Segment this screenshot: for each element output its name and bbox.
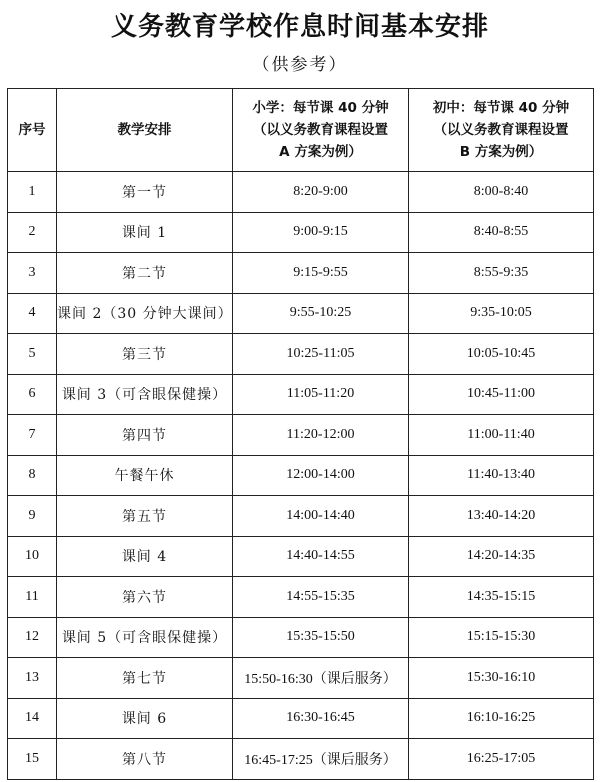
cell-seq: 11: [8, 577, 57, 618]
cell-junior-time: 16:10-16:25: [409, 698, 594, 739]
cell-primary-time: 9:55-10:25: [233, 293, 409, 334]
cell-junior-time: 14:20-14:35: [409, 536, 594, 577]
cell-primary-time: 10:25-11:05: [233, 334, 409, 375]
page-subtitle: （供参考）: [252, 55, 348, 75]
cell-seq: 7: [8, 415, 57, 456]
cell-primary-time: 9:00-9:15: [233, 212, 409, 253]
cell-primary-time: 11:20-12:00: [233, 415, 409, 456]
cell-seq: 12: [8, 617, 57, 658]
cell-primary-time: 15:50-16:30（课后服务）: [233, 658, 409, 699]
table-row: [8, 172, 594, 213]
cell-junior-time: 10:05-10:45: [409, 334, 594, 375]
cell-primary-time: 15:35-15:50: [233, 617, 409, 658]
header-seq: 序号: [8, 89, 57, 172]
header-primary-line: （以义务教育课程设置: [253, 122, 388, 138]
table-header-row: [8, 89, 594, 172]
cell-junior-time: 8:55-9:35: [409, 253, 594, 294]
cell-seq: 9: [8, 496, 57, 537]
cell-seq: 5: [8, 334, 57, 375]
header-primary-line: A 方案为例）: [279, 144, 362, 160]
cell-primary-time: 8:20-9:00: [233, 172, 409, 213]
header-primary: [233, 89, 409, 172]
cell-primary-time: 14:40-14:55: [233, 536, 409, 577]
header-arrangement: 教学安排: [57, 89, 233, 172]
table-row: [8, 577, 594, 618]
schedule-table: [7, 88, 594, 780]
cell-junior-time: 11:00-11:40: [409, 415, 594, 456]
table-row: [8, 253, 594, 294]
table-body: [8, 172, 594, 780]
cell-arrangement: 第七节: [57, 658, 233, 699]
table-row: [8, 293, 594, 334]
cell-primary-time: 12:00-14:00: [233, 455, 409, 496]
cell-junior-time: 11:40-13:40: [409, 455, 594, 496]
cell-arrangement: 第三节: [57, 334, 233, 375]
cell-seq: 8: [8, 455, 57, 496]
table-row: [8, 212, 594, 253]
table-row: [8, 739, 594, 780]
table-row: [8, 415, 594, 456]
table-row: [8, 536, 594, 577]
cell-junior-time: 8:00-8:40: [409, 172, 594, 213]
table-row: [8, 496, 594, 537]
cell-seq: 15: [8, 739, 57, 780]
table-row: [8, 455, 594, 496]
cell-primary-time: 14:55-15:35: [233, 577, 409, 618]
cell-primary-time: 11:05-11:20: [233, 374, 409, 415]
cell-junior-time: 15:15-15:30: [409, 617, 594, 658]
cell-seq: 1: [8, 172, 57, 213]
cell-junior-time: 15:30-16:10: [409, 658, 594, 699]
cell-junior-time: 13:40-14:20: [409, 496, 594, 537]
cell-arrangement: 第一节: [57, 172, 233, 213]
cell-arrangement: 课间 4: [57, 536, 233, 577]
cell-junior-time: 8:40-8:55: [409, 212, 594, 253]
header-junior: [409, 89, 594, 172]
page-title: 义务教育学校作息时间基本安排: [110, 12, 489, 42]
cell-arrangement: 第八节: [57, 739, 233, 780]
cell-arrangement: 第四节: [57, 415, 233, 456]
cell-arrangement: 第二节: [57, 253, 233, 294]
cell-seq: 13: [8, 658, 57, 699]
cell-arrangement: 课间 6: [57, 698, 233, 739]
cell-arrangement: 午餐午休: [57, 455, 233, 496]
header-junior-line: B 方案为例）: [459, 144, 543, 160]
cell-junior-time: 9:35-10:05: [409, 293, 594, 334]
cell-arrangement: 课间 5（可含眼保健操）: [57, 617, 233, 658]
cell-arrangement: 第六节: [57, 577, 233, 618]
cell-seq: 14: [8, 698, 57, 739]
cell-primary-time: 14:00-14:40: [233, 496, 409, 537]
table-row: [8, 698, 594, 739]
cell-junior-time: 14:35-15:15: [409, 577, 594, 618]
cell-primary-time: 16:30-16:45: [233, 698, 409, 739]
table-row: [8, 617, 594, 658]
cell-primary-time: 16:45-17:25（课后服务）: [233, 739, 409, 780]
cell-seq: 2: [8, 212, 57, 253]
cell-junior-time: 10:45-11:00: [409, 374, 594, 415]
cell-arrangement: 课间 2（30 分钟大课间）: [57, 293, 233, 334]
cell-arrangement: 课间 1: [57, 212, 233, 253]
cell-junior-time: 16:25-17:05: [409, 739, 594, 780]
table-row: [8, 658, 594, 699]
header-junior-line: 初中：每节课 40 分钟: [432, 100, 570, 116]
cell-seq: 4: [8, 293, 57, 334]
cell-arrangement: 第五节: [57, 496, 233, 537]
cell-seq: 3: [8, 253, 57, 294]
table-row: [8, 334, 594, 375]
cell-arrangement: 课间 3（可含眼保健操）: [57, 374, 233, 415]
header-junior-line: （以义务教育课程设置: [433, 122, 569, 138]
cell-seq: 10: [8, 536, 57, 577]
cell-primary-time: 9:15-9:55: [233, 253, 409, 294]
table-row: [8, 374, 594, 415]
cell-seq: 6: [8, 374, 57, 415]
header-primary-line: 小学：每节课 40 分钟: [252, 100, 389, 116]
